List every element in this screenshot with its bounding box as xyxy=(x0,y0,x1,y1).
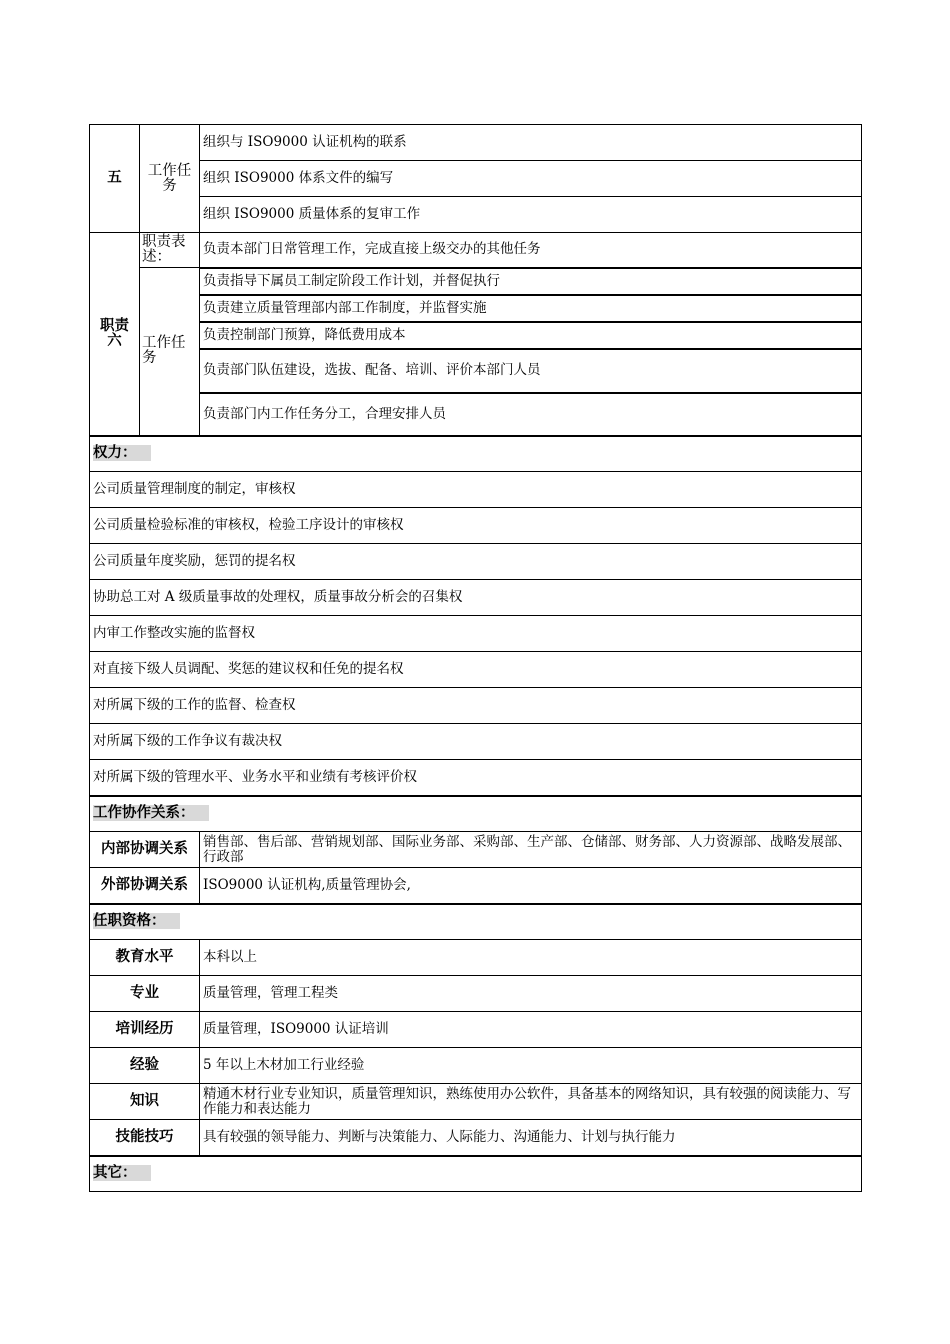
qualification-row xyxy=(90,1120,862,1156)
duty6-task: 负责控制部门预算，降低费用成本 xyxy=(200,322,862,349)
job-description-document xyxy=(89,124,861,1192)
qualification-value: 质量管理，ISO9000 认证培训 xyxy=(200,1012,862,1048)
qualification-value: 具有较强的领导能力、判断与决策能力、人际能力、沟通能力、计划与执行能力 xyxy=(200,1120,862,1156)
qualification-row xyxy=(90,976,862,1012)
qualification-label: 专业 xyxy=(90,976,200,1012)
authority-row xyxy=(90,616,862,652)
duty5-task-row xyxy=(90,197,862,233)
duty6-task: 负责建立质量管理部内部工作制度，并监督实施 xyxy=(200,295,862,322)
qualification-title: 任职资格： xyxy=(90,904,862,940)
external-relation-value: ISO9000 认证机构,质量管理协会, xyxy=(200,868,862,904)
internal-relation-row xyxy=(90,832,862,868)
authority-item: 对所属下级的工作争议有裁决权 xyxy=(90,724,862,760)
duty6-task: 负责部门内工作任务分工，合理安排人员 xyxy=(200,393,862,436)
authority-item: 公司质量检验标准的审核权，检验工序设计的审核权 xyxy=(90,508,862,544)
duty6-desc-label: 职责表述： xyxy=(140,233,200,268)
qualification-label: 知识 xyxy=(90,1084,200,1120)
other-title: 其它： xyxy=(90,1156,862,1192)
authority-title: 权力： xyxy=(90,436,862,472)
duty6-task-row xyxy=(90,349,862,393)
internal-relation-label: 内部协调关系 xyxy=(90,832,200,868)
job-description-table xyxy=(89,124,862,1192)
qualification-row xyxy=(90,1048,862,1084)
qualification-label: 培训经历 xyxy=(90,1012,200,1048)
qualification-row xyxy=(90,1084,862,1120)
qualification-row xyxy=(90,940,862,976)
qualification-label: 教育水平 xyxy=(90,940,200,976)
authority-row xyxy=(90,724,862,760)
authority-row xyxy=(90,544,862,580)
qualification-value: 5 年以上木材加工行业经验 xyxy=(200,1048,862,1084)
duty6-label: 职责六 xyxy=(90,233,140,436)
duty5-task-label: 工作任务 xyxy=(140,125,200,233)
authority-row xyxy=(90,652,862,688)
qualification-value: 本科以上 xyxy=(200,940,862,976)
duty6-task: 负责部门队伍建设，选拔、配备、培训、评价本部门人员 xyxy=(200,349,862,393)
authority-item: 公司质量年度奖励，惩罚的提名权 xyxy=(90,544,862,580)
qualification-value: 精通木材行业专业知识，质量管理知识，熟练使用办公软件，具备基本的网络知识，具有较强的阅读能力、写作能力和表达能力 xyxy=(200,1084,862,1120)
external-relation-label: 外部协调关系 xyxy=(90,868,200,904)
qualification-value: 质量管理，管理工程类 xyxy=(200,976,862,1012)
authority-row xyxy=(90,580,862,616)
duty5-task-row xyxy=(90,161,862,197)
duty6-task-row xyxy=(90,268,862,295)
authority-row xyxy=(90,508,862,544)
qualification-row xyxy=(90,1012,862,1048)
duty6-task-label: 工作任务 xyxy=(140,268,200,436)
authority-item: 对所属下级的管理水平、业务水平和业绩有考核评价权 xyxy=(90,760,862,796)
duty5-task: 组织 ISO9000 体系文件的编写 xyxy=(200,161,862,197)
authority-row xyxy=(90,760,862,796)
cooperation-header-row xyxy=(90,796,862,832)
duty6-task-row xyxy=(90,393,862,436)
authority-item: 协助总工对 A 级质量事故的处理权，质量事故分析会的召集权 xyxy=(90,580,862,616)
cooperation-title: 工作协作关系： xyxy=(90,796,862,832)
duty6-desc: 负责本部门日常管理工作，完成直接上级交办的其他任务 xyxy=(200,233,862,268)
internal-relation-value: 销售部、售后部、营销规划部、国际业务部、采购部、生产部、仓储部、财务部、人力资源部、战略发展部、行政部 xyxy=(200,832,862,868)
duty6-desc-row xyxy=(90,233,862,268)
authority-item: 对所属下级的工作的监督、检查权 xyxy=(90,688,862,724)
authority-item: 公司质量管理制度的制定，审核权 xyxy=(90,472,862,508)
authority-item: 对直接下级人员调配、奖惩的建议权和任免的提名权 xyxy=(90,652,862,688)
duty5-task-row xyxy=(90,125,862,161)
other-header-row xyxy=(90,1156,862,1192)
authority-row xyxy=(90,472,862,508)
authority-header-row xyxy=(90,436,862,472)
duty5-label: 五 xyxy=(90,125,140,233)
external-relation-row xyxy=(90,868,862,904)
qualification-label: 技能技巧 xyxy=(90,1120,200,1156)
duty5-task: 组织 ISO9000 质量体系的复审工作 xyxy=(200,197,862,233)
authority-row xyxy=(90,688,862,724)
duty6-task-row xyxy=(90,322,862,349)
authority-item: 内审工作整改实施的监督权 xyxy=(90,616,862,652)
duty6-task-row xyxy=(90,295,862,322)
duty5-task: 组织与 ISO9000 认证机构的联系 xyxy=(200,125,862,161)
duty6-task: 负责指导下属员工制定阶段工作计划，并督促执行 xyxy=(200,268,862,295)
qualification-label: 经验 xyxy=(90,1048,200,1084)
qualification-header-row xyxy=(90,904,862,940)
